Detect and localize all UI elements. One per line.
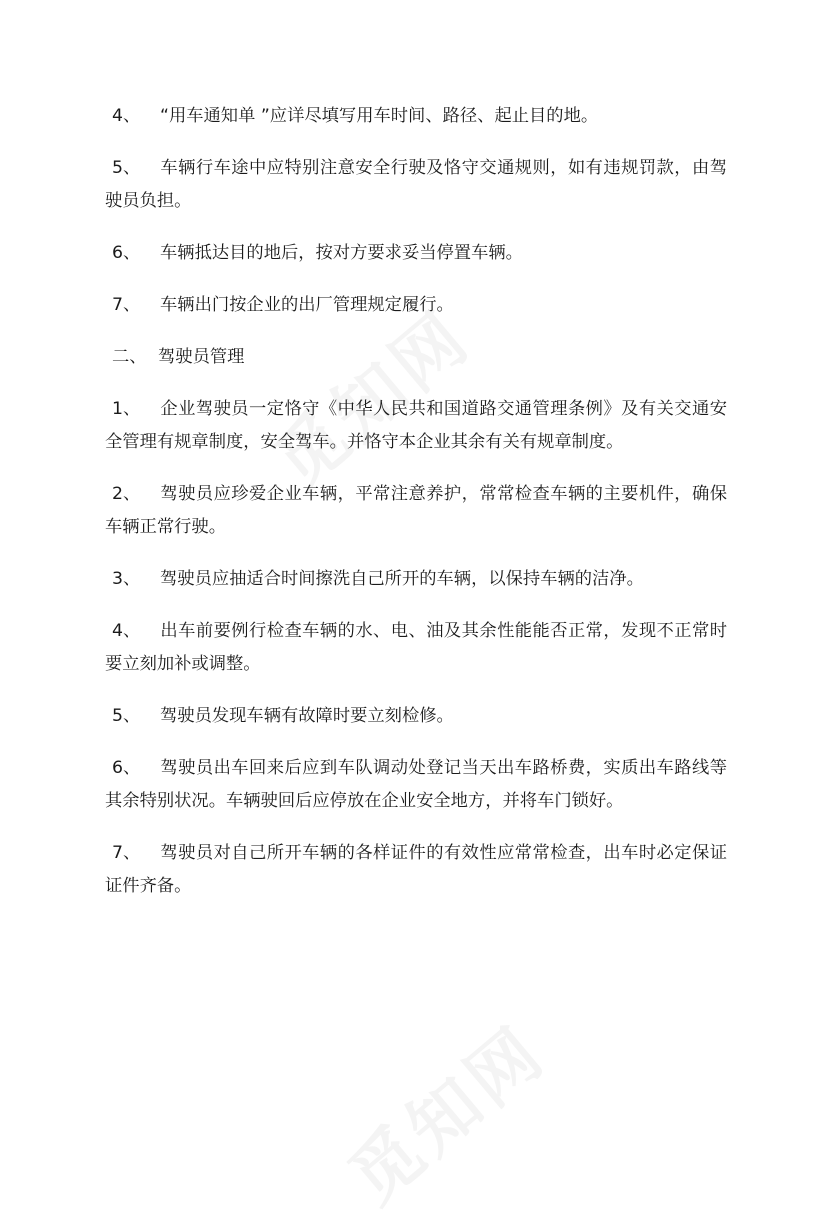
item-number: 5、 bbox=[112, 706, 141, 726]
paragraph bbox=[105, 393, 727, 459]
paragraph bbox=[105, 100, 727, 133]
item-number: 7、 bbox=[112, 295, 141, 315]
paragraph bbox=[105, 700, 727, 733]
item-number: 2、 bbox=[112, 484, 141, 504]
paragraph bbox=[105, 563, 727, 596]
paragraph bbox=[105, 752, 727, 818]
document-body bbox=[105, 100, 727, 922]
paragraph-text: 企业驾驶员一定恪守《中华人民共和国道路交通管理条例》及有关交通安全管理有规章制度，安全驾车。并恪守本企业其余有关有规章制度。 bbox=[105, 399, 727, 452]
item-number: 1、 bbox=[112, 399, 141, 419]
watermark bbox=[324, 999, 564, 1222]
item-number: 6、 bbox=[112, 758, 141, 778]
paragraph bbox=[105, 152, 727, 218]
paragraph-text: 车辆出门按企业的出厂管理规定履行。 bbox=[160, 295, 454, 315]
paragraph bbox=[105, 837, 727, 903]
paragraph bbox=[105, 289, 727, 322]
section-title: 驾驶员管理 bbox=[158, 347, 245, 367]
paragraph-text: 车辆行车途中应特别注意安全行驶及恪守交通规则，如有违规罚款，由驾驶员负担。 bbox=[105, 158, 727, 211]
item-number: 4、 bbox=[112, 106, 141, 126]
paragraph bbox=[105, 478, 727, 544]
item-number: 6、 bbox=[112, 243, 141, 263]
paragraph-text: 驾驶员应抽适合时间擦洗自己所开的车辆，以保持车辆的洁净。 bbox=[160, 569, 644, 589]
paragraph bbox=[105, 615, 727, 681]
item-number: 3、 bbox=[112, 569, 141, 589]
section-heading bbox=[105, 341, 727, 374]
paragraph-text: 车辆抵达目的地后，按对方要求妥当停置车辆。 bbox=[160, 243, 523, 263]
paragraph-text: 出车前要例行检查车辆的水、电、油及其余性能能否正常，发现不正常时要立刻加补或调整。 bbox=[105, 621, 727, 674]
paragraph bbox=[105, 237, 727, 270]
paragraph-text: 驾驶员对自己所开车辆的各样证件的有效性应常常检查，出车时必定保证证件齐备。 bbox=[105, 843, 727, 896]
item-number: 4、 bbox=[112, 621, 141, 641]
section-number: 二、 bbox=[112, 347, 147, 367]
paragraph-text: “用车通知单 ”应详尽填写用车时间、路径、起止目的地。 bbox=[160, 106, 599, 126]
paragraph-text: 驾驶员应珍爱企业车辆，平常注意养护，常常检查车辆的主要机件，确保车辆正常行驶。 bbox=[105, 484, 727, 537]
paragraph-text: 驾驶员出车回来后应到车队调动处登记当天出车路桥费，实质出车路线等其余特别状况。车辆驶回后应停放在企业安全地方，并将车门锁好。 bbox=[105, 758, 727, 811]
item-number: 5、 bbox=[112, 158, 141, 178]
item-number: 7、 bbox=[112, 843, 141, 863]
paragraph-text: 驾驶员发现车辆有故障时要立刻检修。 bbox=[160, 706, 454, 726]
